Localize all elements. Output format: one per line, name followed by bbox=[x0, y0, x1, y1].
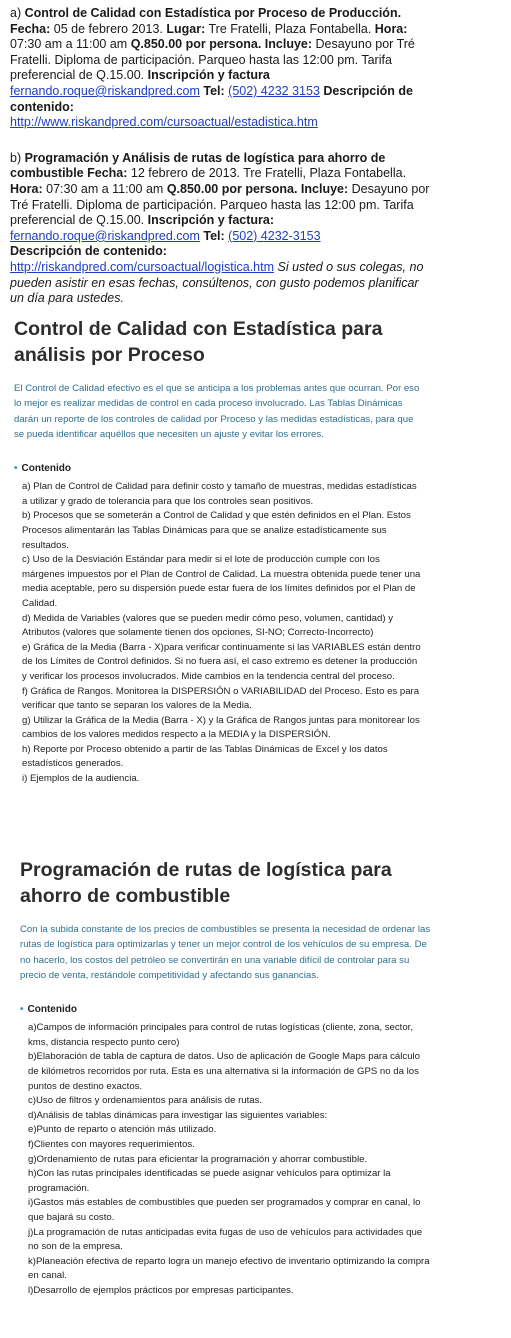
course-logistics-title: Programación de rutas de logística para ahorro de combustible bbox=[20, 859, 392, 907]
event-b-precio: Q.850.00 por persona. bbox=[166, 181, 298, 196]
list-item: c)Uso de filtros y ordenamientos para análisis de rutas. bbox=[28, 1095, 263, 1107]
course-quality-intro: El Control de Calidad efectivo es el que se anticipa a los problemas antes que ocurran. Por eso lo mejor es realizar medidas de control en cada proceso involucrado. Las Tablas Dinámicas darán un reporte de los controles de calidad por Proceso y las medidas estadísticas, para que se pueda identificar aquéllos que necesiten un ajuste y evitar los errores. bbox=[14, 383, 420, 440]
event-a-incluye-label: Incluye: bbox=[264, 37, 313, 52]
event-b-prefix: b) bbox=[10, 150, 25, 165]
event-b-incluye-label: Incluye: bbox=[300, 181, 349, 196]
list-item: e)Punto de reparto o atención más utilizado. bbox=[28, 1124, 217, 1136]
event-a-hora: 07:30 am a 11:00 am bbox=[10, 37, 131, 52]
event-a-fecha: 05 de febrero 2013. bbox=[50, 21, 167, 36]
course-logistics-items bbox=[28, 1021, 432, 1298]
list-item: a) Plan de Control de Calidad para definir costo y tamaño de muestras, medidas estadísticas a utilizar y grado de tolerancia para que los controles sean positivos. bbox=[22, 481, 417, 507]
list-item: d)Análisis de tablas dinámicas para investigar las siguientes variables: bbox=[28, 1109, 328, 1121]
list-item: h) Reporte por Proceso obtenido a partir de las Tablas Dinámicas de Excel y los datos estadísticos generados. bbox=[22, 743, 388, 770]
list-item: j)La programación de rutas anticipadas evita fugas de uso de vehículos para actividades que no son de la empresa. bbox=[28, 1226, 423, 1253]
bullet-icon: • bbox=[14, 463, 18, 475]
course-quality-contenido-heading bbox=[14, 463, 424, 474]
event-b-note: Si usted o sus colegas, no pueden asistir en esas fechas, consúltenos, con gusto podemos planificar un día para ustedes. bbox=[10, 259, 424, 306]
event-a-prefix: a) bbox=[10, 6, 25, 20]
event-a-url-link[interactable]: http://www.riskandpred.com/cursoactual/estadistica.htm bbox=[10, 115, 318, 130]
list-item: b) Procesos que se someterán a Control de Calidad y que estén definidos en el Plan. Estos Procesos alimentarán las Tablas Dinámicas para que se analize estadísticamente sus resultados. bbox=[22, 510, 411, 551]
event-a-lugar-label: Lugar: bbox=[166, 21, 206, 36]
event-a-tel-label: Tel: bbox=[203, 83, 225, 98]
event-b-desc-label: Descripción de contenido: bbox=[10, 244, 167, 259]
event-a-title: Control de Calidad con Estadística por Proceso de Producción. bbox=[24, 6, 402, 20]
event-a-hora-label: Hora: bbox=[374, 21, 408, 36]
course-logistics-intro: Con la subida constante de los precios de combustibles se presenta la necesidad de ordenar las rutas de logística para optimizarlas y tener un mejor control de los vehículos de su empresa. De no hacerlo, los costos del petróleo se convertirán en una variable difícil de controlar para su precio de venta, restándole competitividad y afectando sus ganancias. bbox=[20, 924, 431, 981]
bullet-icon: • bbox=[20, 1004, 24, 1016]
event-a-email-link[interactable]: fernando.roque@riskandpred.com bbox=[10, 83, 200, 98]
list-item: c) Uso de la Desviación Estándar para medir si el lote de producción cumple con los márgenes impuestos por el Plan de Control de Calidad. La muestra obtenida puede tener una media aceptable, pero su dispersión puede estar fuera de los límites definidos por el Plan de Calidad. bbox=[22, 554, 421, 609]
event-b-tel-link[interactable]: (502) 4232-3153 bbox=[228, 228, 321, 243]
event-b-hora: 07:30 am a 11:00 am bbox=[42, 181, 167, 196]
course-quality-title: Control de Calidad con Estadística para análisis por Proceso bbox=[14, 318, 383, 366]
contenido-label: Contenido bbox=[27, 1004, 77, 1016]
event-b-incluye: Desayuno por Tré Fratelli. Diploma de participación. Parqueo hasta las 12:00 pm. Tarifa preferencial de Q.15.00. bbox=[10, 181, 430, 228]
course-quality-control bbox=[14, 316, 424, 787]
course-logistics-contenido-heading bbox=[20, 1004, 432, 1015]
list-item: f)Clientes con mayores requerimientos. bbox=[28, 1138, 195, 1150]
course-logistics bbox=[20, 857, 432, 1298]
list-item: a)Campos de información principales para control de rutas logísticas (cliente, zona, sector, kms, distancia respecto punto cero) bbox=[28, 1022, 414, 1048]
event-b-title: Programación y Análisis de rutas de logística para ahorro de combustible bbox=[10, 150, 386, 181]
list-item: k)Planeación efectiva de reparto logra un manejo efectivo de inventario optimizando la compra en canal. bbox=[28, 1255, 430, 1282]
list-item: b)Elaboración de tabla de captura de datos. Uso de aplicación de Google Maps para cálculo de kilómetros recorridos por ruta. Esta es una alternativa si la información de GPS no da los puntos de destino exactos. bbox=[28, 1051, 420, 1092]
event-a-lugar: Tre Fratelli, Plaza Fontabella. bbox=[205, 21, 372, 36]
event-b-inscripcion-label: Inscripción y factura: bbox=[147, 213, 275, 228]
list-item: h)Con las rutas principales identificadas se puede asignar vehículos para optimizar la programación. bbox=[28, 1168, 391, 1194]
event-a-incluye: Desayuno por Tré Fratelli. Diploma de participación. Parqueo hasta las 12:00 pm. Tarifa preferencial de Q.15.00. bbox=[10, 37, 415, 83]
list-item: g) Utilizar la Gráfica de la Media (Barra - X) y la Gráfica de Rangos juntas para monitorear los cambios de los valores medidos respecto a la MEDIA y la DISPERSIÓN. bbox=[22, 714, 420, 741]
contenido-label: Contenido bbox=[21, 463, 71, 475]
event-b-fecha: 12 febrero de 2013. Tre Fratelli, Plaza Fontabella. bbox=[127, 166, 407, 181]
course-quality-items bbox=[22, 480, 424, 786]
event-b bbox=[10, 151, 430, 307]
event-a bbox=[10, 6, 430, 131]
list-item: f) Gráfica de Rangos. Monitorea la DISPERSIÓN o VARIABILIDAD del Proceso. Esto es para verificar que tanto se separan los valores de la Media. bbox=[22, 685, 420, 712]
list-item: i)Gastos más estables de combustibles que pueden ser programados y comprar en canal, lo que bajará su costo. bbox=[28, 1197, 421, 1223]
list-item: l)Desarrollo de ejemplos prácticos por empresas participantes. bbox=[28, 1284, 294, 1296]
list-item: g)Ordenamiento de rutas para eficientar la programación y ahorrar combustible. bbox=[28, 1153, 368, 1165]
event-b-url-link[interactable]: http://riskandpred.com/cursoactual/logistica.htm bbox=[10, 259, 275, 274]
event-a-inscripcion-label: Inscripción y factura bbox=[147, 68, 270, 83]
list-item: d) Medida de Variables (valores que se pueden medir cómo peso, volumen, cantidad) y Atributos (valores que solamente tienen dos opciones, SI-NO; Correcto-Incorrecto) bbox=[22, 612, 393, 639]
event-b-tel-label: Tel: bbox=[203, 228, 225, 243]
list-item: i) Ejemplos de la audiencia. bbox=[22, 773, 140, 785]
list-item: e) Gráfica de la Media (Barra - X)para verificar continuamente si las VARIABLES están dentro de los Límites de Control definidos. Si no fuera así, el caso extremo es detener la producción y verificar los procesos involucrados. Mide cambios en la tendencia central del proceso. bbox=[22, 641, 421, 682]
event-a-fecha-label: Fecha: bbox=[10, 21, 51, 36]
event-a-desc-label: Descripción de contenido: bbox=[10, 83, 414, 114]
event-b-email-link[interactable]: fernando.roque@riskandpred.com bbox=[10, 228, 200, 243]
event-b-hora-label: Hora: bbox=[10, 181, 43, 196]
event-a-precio: Q.850.00 por persona. bbox=[130, 37, 262, 52]
event-a-tel-link[interactable]: (502) 4232 3153 bbox=[228, 83, 320, 98]
event-b-fecha-label: Fecha: bbox=[87, 166, 128, 181]
event-listing bbox=[10, 6, 430, 307]
